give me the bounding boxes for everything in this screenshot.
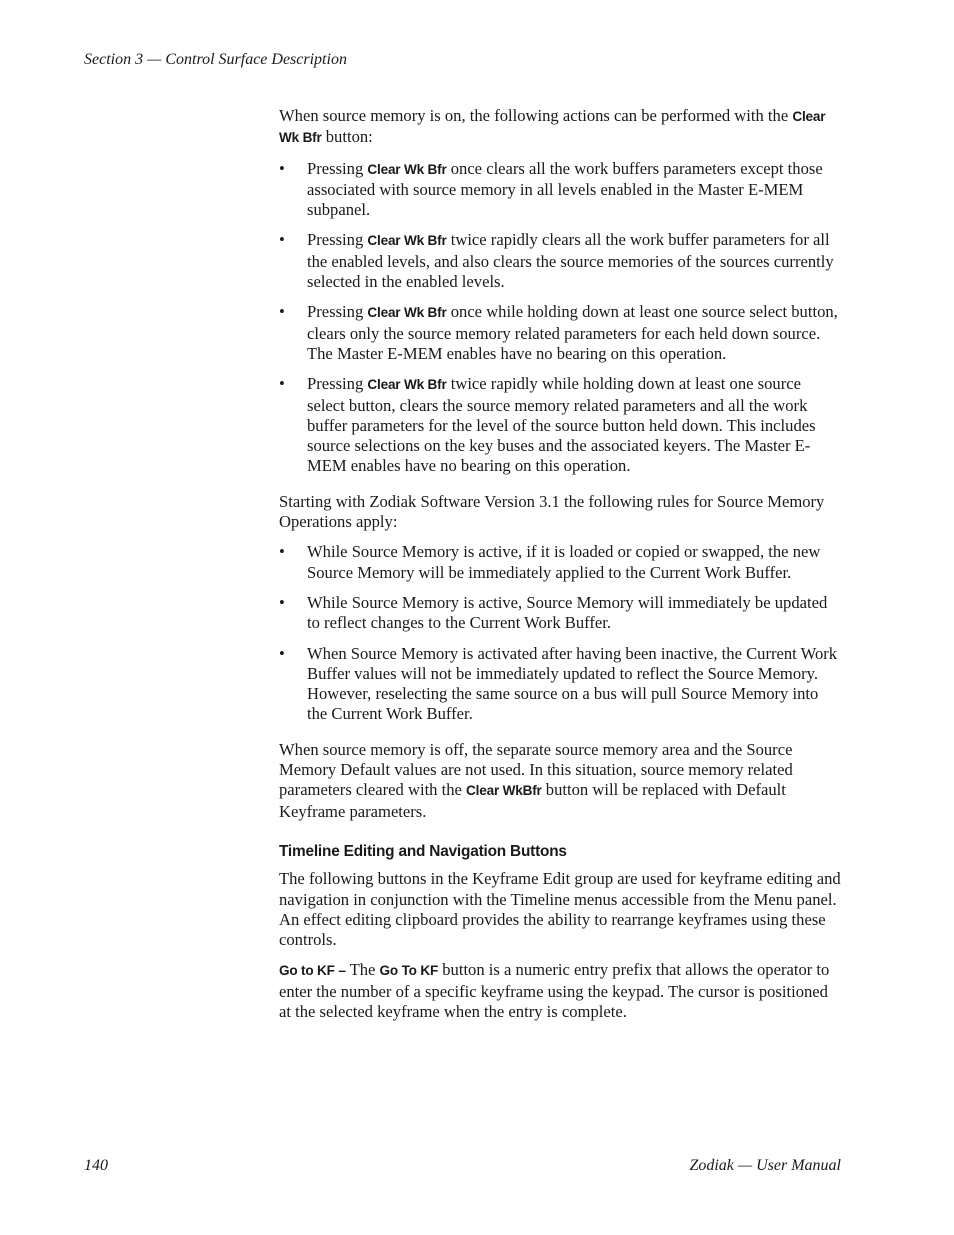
button-name: Clear Wk Bfr xyxy=(279,109,826,146)
version-paragraph: Starting with Zodiak Software Version 3.1 the following rules for Source Memory Operations apply: xyxy=(279,491,825,532)
button-name: Clear Wk Bfr xyxy=(367,305,447,321)
timeline-paragraph: The following buttons in the Keyframe Edit group are used for keyframe editing and navigation in conjunction with the Timeline menus accessible from the Menu panel. An effect editing clipboard provides the ability to rearrange keyframes using these controls. xyxy=(279,869,841,950)
list-item: • Pressing Clear Wk Bfr once while holding down at least one source select button, clears only the source memory related parameters for each held down source. The Master E-MEM enables have no bearing on this operation. xyxy=(279,302,841,364)
button-name: Clear Wk Bfr xyxy=(367,377,447,393)
go-to-kf-paragraph: Go to KF – The Go To KF button is a numeric entry prefix that allows the operator to enter the number of a specific keyframe using the keypad. The cursor is positioned at the selected keyframe when the entry is complete. xyxy=(279,960,830,1021)
button-name: Clear Wk Bfr xyxy=(367,233,447,249)
running-footer-title: Zodiak — User Manual xyxy=(689,1157,841,1174)
list-item: • Pressing Clear Wk Bfr twice rapidly while holding down at least one source select button, clears the source memory related parameters and all the work buffer parameters for the level of the source button held down. This includes source selections on the key buses and the associated keyers. The Master E-MEM enables have no bearing on this operation. xyxy=(279,374,841,476)
button-name: Clear WkBfr xyxy=(466,783,542,799)
source-memory-rules-list xyxy=(279,542,841,724)
section-heading: Timeline Editing and Navigation Buttons xyxy=(279,842,567,860)
list-item: • When Source Memory is activated after having been inactive, the Current Work Buffer values will not be immediately updated to reflect the Source Memory. However, reselecting the same source on a bus will pull Source Memory into the Current Work Buffer. xyxy=(279,644,841,725)
button-name: Clear Wk Bfr xyxy=(367,161,447,177)
list-item: • Pressing Clear Wk Bfr once clears all the work buffers parameters except those associated with source memory in all levels enabled in the Master E-MEM subpanel. xyxy=(279,159,841,221)
term-label: Go to KF – xyxy=(279,963,346,979)
source-memory-on-list xyxy=(279,159,841,477)
list-item: • Pressing Clear Wk Bfr twice rapidly clears all the work buffer parameters for all the enabled levels, and also clears the source memories of the sources currently selected in the enabled levels. xyxy=(279,230,841,292)
list-item: • While Source Memory is active, Source Memory will immediately be updated to reflect changes to the Current Work Buffer. xyxy=(279,593,841,634)
button-name: Go To KF xyxy=(379,963,439,979)
intro-paragraph: When source memory is on, the following actions can be performed with the Clear Wk Bfr button: xyxy=(279,106,826,147)
page-number: 140 xyxy=(84,1157,108,1174)
running-header: Section 3 — Control Surface Description xyxy=(84,51,347,68)
list-item: • While Source Memory is active, if it is loaded or copied or swapped, the new Source Memory will be immediately applied to the Current Work Buffer. xyxy=(279,542,841,583)
source-memory-off-paragraph: When source memory is off, the separate source memory area and the Source Memory Default values are not used. In this situation, source memory related parameters cleared with the Clear WkBfr button will be replaced with Default Keyframe parameters. xyxy=(279,739,793,821)
page-body xyxy=(279,106,841,1032)
